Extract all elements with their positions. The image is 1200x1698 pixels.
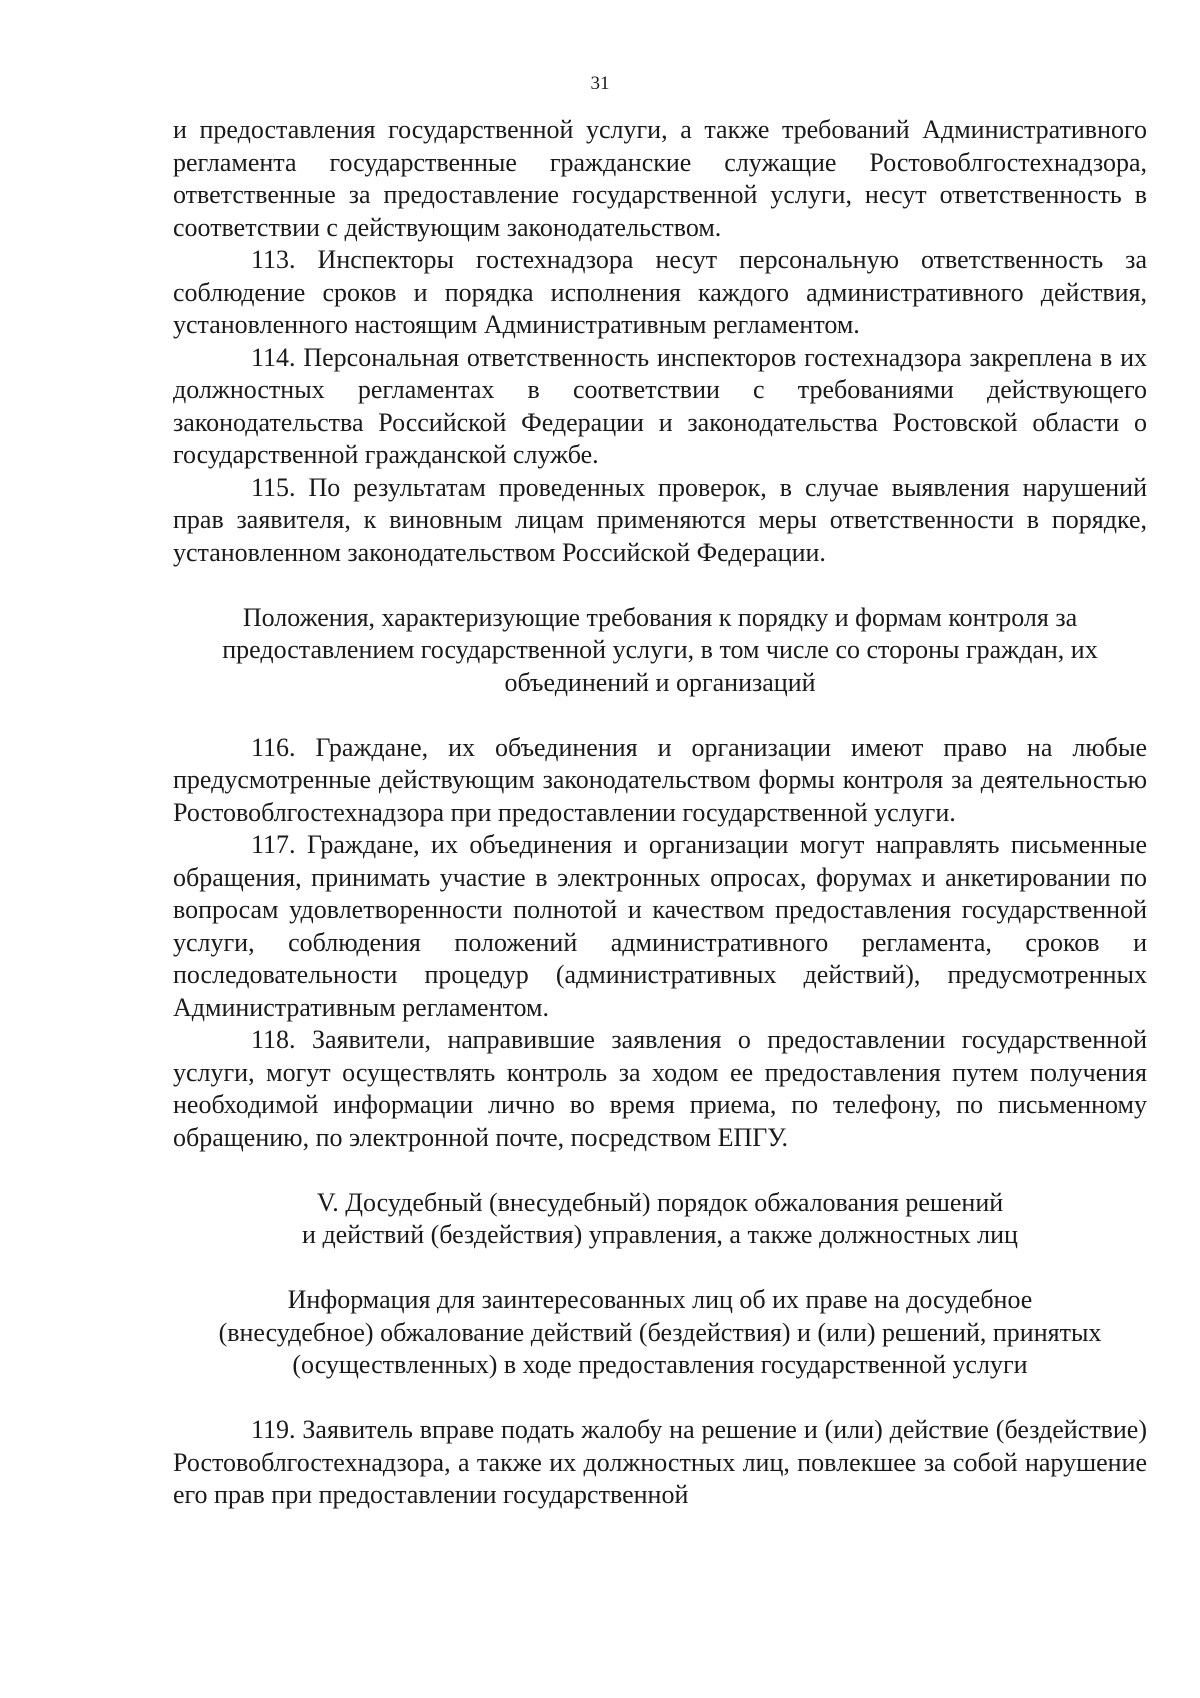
spacer	[173, 569, 1147, 602]
paragraph-117: 117. Граждане, их объединения и организации могут направлять письменные обращения, принимать участие в электронных опросах, форумах и анкетировании по вопросам удовлетворенности полнотой и качеством предоставления государственной услуги, соблюдения положений административного регламента, сроков и последовательности процедур (административных действий), предусмотренных Административным регламентом.	[173, 830, 1147, 1022]
paragraph-113: 113. Инспекторы гостехнадзора несут персональную ответственность за соблюдение сроков и порядка исполнения каждого административного действия, установленного настоящим Административным регламентом.	[173, 245, 1147, 339]
heading-line: предоставлением государственной услуги, в том числе со стороны граждан, их	[222, 635, 1098, 664]
page-number: 31	[590, 73, 610, 94]
heading-line: (внесудебное) обжалование действий (бездействия) и (или) решений, принятых	[218, 1317, 1102, 1347]
heading-line: V. Досудебный (внесудебный) порядок обжалования решений	[316, 1187, 1004, 1217]
heading-control-provisions	[173, 602, 1147, 700]
heading-line: Положения, характеризующие требования к порядку и формам контроля за	[242, 602, 1078, 632]
paragraph-118: 118. Заявители, направившие заявления о предоставлении государственной услуги, могут осуществлять контроль за ходом ее предоставления путем получения необходимой информации лично во время приема, по телефону, по письменному обращению, по электронной почте, посредством ЕПГУ.	[173, 1025, 1147, 1152]
heading-line: (осуществленных) в ходе предоставления государственной услуги	[292, 1350, 1028, 1379]
spacer	[173, 699, 1147, 732]
paragraph-116: 116. Граждане, их объединения и организации имеют право на любые предусмотренные действующим законодательством формы контроля за деятельностью Ростовоблгостехнадзора при предоставлении государственной услуги.	[173, 732, 1147, 827]
paragraph-114: 114. Персональная ответственность инспекторов гостехнадзора закреплена в их должностных регламентах в соответствии с требованиями действующего законодательства Российской Федерации и законодательства Ростовской области о государственной гражданской службе.	[173, 342, 1147, 469]
spacer	[173, 1382, 1147, 1415]
heading-line: и действий (бездействия) управления, а также должностных лиц	[302, 1220, 1018, 1249]
spacer	[173, 1154, 1147, 1187]
paragraph-119: 119. Заявитель вправе подать жалобу на решение и (или) действие (бездействие) Ростовоблгостехнадзора, а также их должностных лиц, повлекшее за собой нарушение его прав при предоставлении государственной	[173, 1415, 1147, 1509]
heading-information	[173, 1284, 1147, 1382]
paragraph-continuation: и предоставления государственной услуги, а также требований Административного регламента государственные гражданские служащие Ростовоблгостехнадзора, ответственные за предоставление государственной услуги, несут ответственность в соответствии с действующим законодательством.	[173, 115, 1147, 242]
spacer	[173, 1252, 1147, 1285]
heading-line: объединений и организаций	[504, 667, 816, 697]
heading-section-v	[173, 1187, 1147, 1252]
heading-line: Информация для заинтересованных лиц об их праве на досудебное	[287, 1285, 1033, 1314]
page-content	[173, 114, 1147, 1512]
paragraph-115: 115. По результатам проведенных проверок, в случае выявления нарушений прав заявителя, к виновным лицам применяются меры ответственности в порядке, установленном законодательством Российской Федерации.	[173, 472, 1147, 567]
